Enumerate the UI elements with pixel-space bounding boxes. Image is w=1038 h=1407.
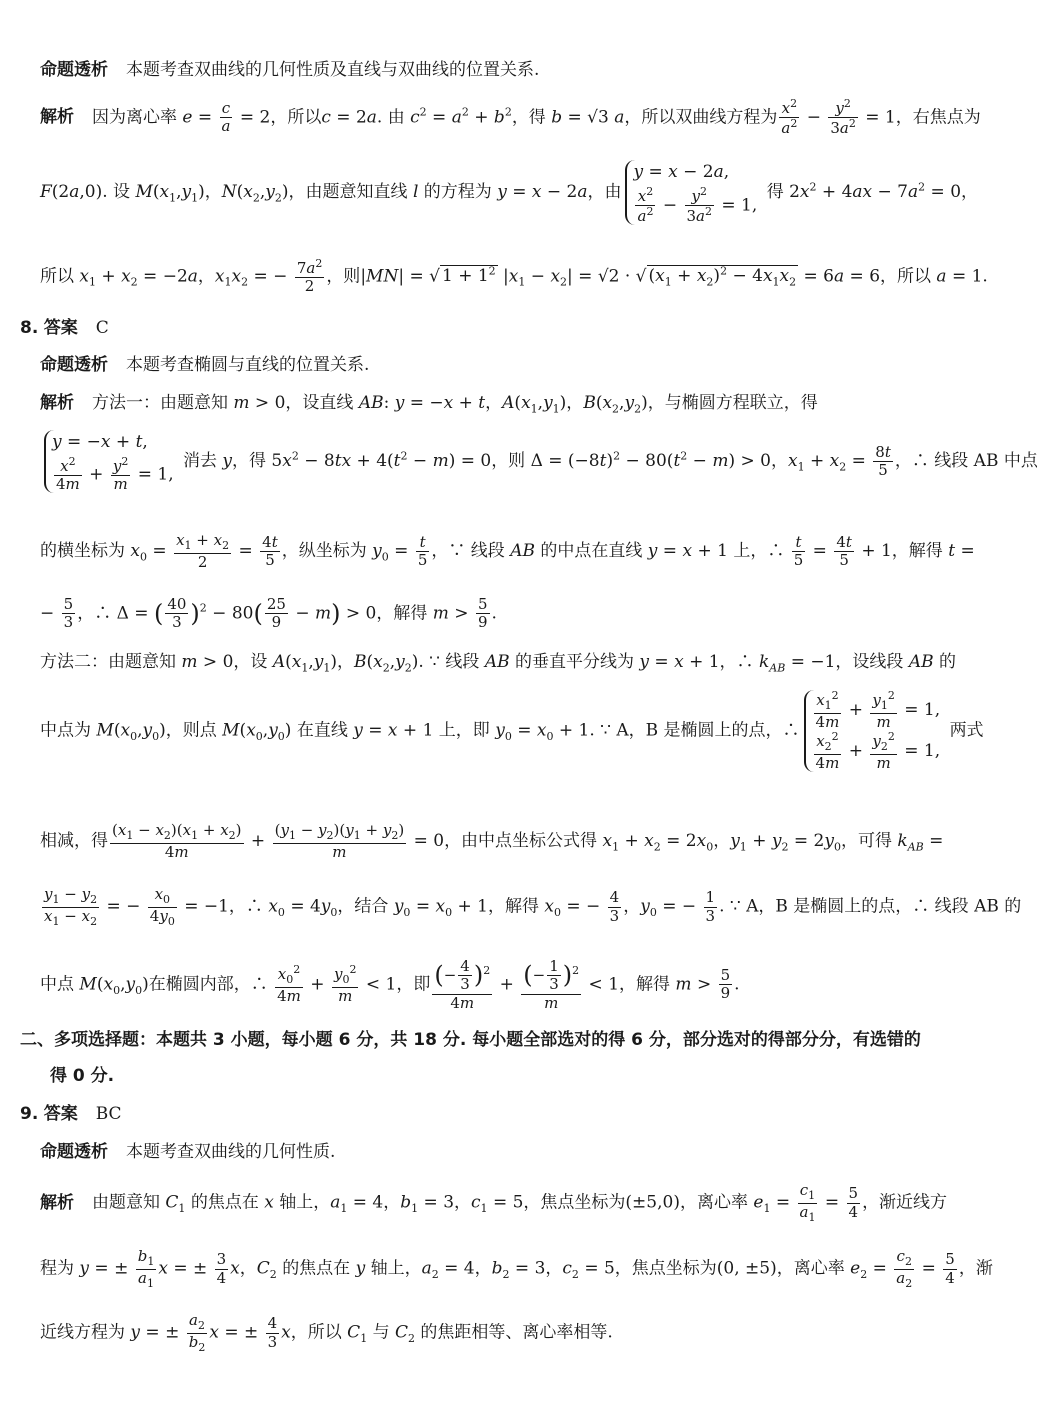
fraction: $\frac{4t}{5}$ xyxy=(262,532,278,569)
q8-m2-line-5: 中点 $M(x_0,y_0)$在椭圆内部，∴ $\frac{x_0^2}{4m}$ + $\frac{y_0^2}{m}$ < 1，即 (− $\frac{4}{3}$ )$^2$ 4m + (− $\frac{1}{3}$ )$^2$ m < 1，解得 m > $\frac{5}{9}$ . xyxy=(40,957,740,1012)
q7-text: ，由题意知直线 xyxy=(288,182,408,202)
q8-text: 的横坐标为 xyxy=(40,540,125,561)
q7-analysis-label: 命题透析 xyxy=(40,60,108,80)
q7-text: ，由 xyxy=(587,182,622,202)
q7-text: ，所以 xyxy=(270,107,322,128)
q8-answer: C xyxy=(95,318,109,338)
q9-analysis-text: 本题考查双曲线的几何性质. xyxy=(126,1142,336,1162)
q8-text: ，可得 xyxy=(840,830,892,851)
fraction: $\frac{1}{3}$ xyxy=(705,888,716,925)
fraction: $\frac{7a^2}{2}$ xyxy=(296,257,323,296)
q8-text: ，∵ 线段 xyxy=(431,540,505,561)
q8-analysis-line xyxy=(40,355,369,375)
q8-text: ，纵坐标为 xyxy=(281,540,367,561)
q9-solution-line-2: 程为 y = ± $\frac{b_1}{a_1}$ x = ± $\frac{3}{4}$ x，$C_2$ 的焦点在 y 轴上，$a_2 = 4$，$b_2 = 3$，$c_2 = 5$，焦点坐标为(0, ±5)，离心率 $e_2$ = $\frac{c_2}{a_2}$ = $\frac{5}{4}$ ，渐 xyxy=(40,1247,993,1290)
q9-text: 的焦点在 xyxy=(190,1192,259,1213)
q8-text: 相减，得 xyxy=(40,830,108,851)
q9-answer-label: 答案 xyxy=(43,1104,78,1124)
q7-text: . 设 xyxy=(102,182,131,202)
fraction: $\frac{(y_1 - y_2)(y_1 + y_2)}{m}$ xyxy=(274,821,405,861)
q8-m2-line-2: 中点为 $M(x_0,y_0)$，则点 $M(x_0,y_0)$ 在直线 y = x + 1 上，即 $y_0 = x_0 + 1$. ∵ A，B 是椭圆上的点，∴ $\frac{x_1^2}{4m}$ + $\frac{y_1^2}{m}$ = 1, $\frac{x_2^2}{4m}$ + $\frac{y_2^2}{m}$ = 1, 两式 xyxy=(40,689,984,772)
q7-text: ，所以 xyxy=(880,266,932,287)
fraction: $\frac{5}{4}$ xyxy=(945,1250,955,1287)
fraction: $\frac{8t}{5}$ xyxy=(875,442,891,479)
q9-text: ，渐近线方 xyxy=(862,1192,948,1213)
q8-m1-line-1: 解析 方法一：由题意知 m > 0，设直线 AB: y = −x + t，$A(x_1,y_1)$，$B(x_2,y_2)$，与椭圆方程联立，得 xyxy=(40,393,818,416)
q9-text: 轴上， xyxy=(370,1258,422,1279)
q8-text: ，由中点坐标公式得 xyxy=(444,830,598,851)
equation-system: y = −x + t, $\frac{x^2}{4m}$ + $\frac{y^2}{m}$ = 1, xyxy=(44,430,174,493)
q9-text: ，所以 xyxy=(290,1322,342,1343)
q9-solution-label: 解析 xyxy=(40,1192,74,1213)
q7-solution-line-3: 所以 $x_1 + x_2 = -2a$，$x_1x_2$ = − $\frac{7a^2}{2}$ ，则|MN| = √ $1 + 1^2$ $|x_1 - x_2| = √2$ · √ $(x_1 + x_2)^2 - 4x_1x_2 = 6a = 6$，所以 a = 1. xyxy=(40,257,988,296)
fraction: $\frac{y_0^2}{m}$ xyxy=(333,963,357,1006)
q8-text: 方法一：由题意知 xyxy=(92,393,228,413)
q9-text: 近线方程为 xyxy=(40,1322,125,1343)
q9-text: ，离心率 xyxy=(679,1192,748,1213)
q8-text: . ∵ 线段 xyxy=(418,652,480,672)
q8-text: ，设直线 xyxy=(285,393,354,413)
q9-text: ，离心率 xyxy=(776,1258,845,1279)
q9-analysis-label: 命题透析 xyxy=(40,1142,108,1162)
q8-text: ，解得 xyxy=(619,974,671,995)
fraction: $\frac{t}{5}$ xyxy=(793,532,804,569)
q8-text: . ∵ A，B 是椭圆上的点，∴ xyxy=(589,720,800,741)
q7-text: ，所以双曲线方程为 xyxy=(624,107,778,128)
q8-solution-label: 解析 xyxy=(40,393,74,413)
q8-analysis-label: 命题透析 xyxy=(40,355,108,375)
q9-text: 程为 xyxy=(40,1258,74,1279)
q9-solution-line-1: 解析 由题意知 $C_1$ 的焦点在 x 轴上，$a_1 = 4$，$b_1 = 3$，$c_1 = 5$，焦点坐标为(±5,0)，离心率 $e_1$ = $\frac{c_1}{a_1}$ = $\frac{5}{4}$ ，渐近线方 xyxy=(40,1181,948,1224)
fraction: (− $\frac{4}{3}$ )$^2$ 4m xyxy=(434,957,491,1012)
q8-text: 在直线 xyxy=(296,720,348,741)
fraction: $\frac{y_1 - y_2}{x_1 - x_2}$ xyxy=(44,885,98,928)
q8-text: ，则 xyxy=(491,451,526,471)
q9-text: ，焦点坐标为 xyxy=(523,1192,626,1213)
q8-text: ，则点 xyxy=(165,720,217,741)
q8-text: 中点为 xyxy=(40,720,91,741)
q8-m2-line-3: 相减，得 $\frac{(x_1 - x_2)(x_1 + x_2)}{4m}$ + $\frac{(y_1 - y_2)(y_1 + y_2)}{m}$ = 0，由中点坐标公式得 $x_1 + x_2 = 2x_0$，$y_1 + y_2 = 2y_0$，可得 $k_{AB}$ = xyxy=(40,821,944,861)
fraction: $\frac{x_0^2}{4m}$ xyxy=(277,963,301,1006)
fraction: $\frac{x^2}{a^2}$ xyxy=(781,97,798,138)
q8-answer-line xyxy=(20,318,109,338)
q9-text: 与 xyxy=(372,1322,390,1343)
fraction: $\frac{4}{3}$ xyxy=(609,888,620,925)
fraction: $\frac{c_1}{a_1}$ xyxy=(799,1181,816,1224)
q7-text: ，右焦点为 xyxy=(895,107,981,128)
q7-text: 所以 xyxy=(40,266,74,287)
q8-text: 在椭圆内部，∴ xyxy=(148,974,268,995)
q8-text: ，解得 xyxy=(487,896,539,917)
q7-text: 的方程为 xyxy=(423,182,492,202)
fraction: $\frac{3}{4}$ xyxy=(216,1250,227,1287)
q8-text: ∴ 线段 AB 中点 xyxy=(911,451,1038,471)
q8-analysis-text: 本题考查椭圆与直线的位置关系. xyxy=(126,355,370,375)
part2-heading-2: 得 0 分. xyxy=(50,1066,115,1086)
q8-text: ，与椭圆方程联立，得 xyxy=(647,393,818,413)
q7-text: ，则 xyxy=(326,266,361,287)
q8-m1-line-4: − $\frac{5}{3}$ ，∴ Δ = ( $\frac{40}{3}$ )$^2$ − 80( $\frac{25}{9}$ − m) > 0，解得 m > $\frac{5}{9}$ . xyxy=(40,595,497,632)
q9-solution-line-3: 近线方程为 y = ± $\frac{a_2}{b_2}$ x = ± $\frac{4}{3}$ x，所以 $C_1$ 与 $C_2$ 的焦距相等、离心率相等. xyxy=(40,1311,613,1354)
q8-text: 的中点在直线 xyxy=(540,540,643,561)
q8-text: 两式 xyxy=(949,720,984,741)
q8-text: 上，∴ xyxy=(733,540,785,561)
fraction: $\frac{x_0}{4y_0}$ xyxy=(149,885,175,928)
q9-answer-line xyxy=(20,1104,122,1124)
q8-answer-label: 答案 xyxy=(43,318,78,338)
q8-text: ，设线段 xyxy=(835,652,904,672)
q9-number: 9. xyxy=(20,1104,39,1124)
fraction: $\frac{5}{9}$ xyxy=(477,595,488,632)
q8-text: ，即 xyxy=(396,974,431,995)
q8-text: ，解得 xyxy=(376,603,428,624)
q8-text: 消去 xyxy=(183,451,218,471)
q8-text: ，解得 xyxy=(891,540,943,561)
fraction: $\frac{5}{4}$ xyxy=(848,1184,859,1221)
fraction: $\frac{y^2}{3a^2}$ xyxy=(830,97,856,138)
q9-answer: BC xyxy=(95,1104,122,1124)
q7-analysis-line xyxy=(40,60,539,80)
q8-text: ，设 xyxy=(233,652,268,672)
q8-text: 上，即 xyxy=(438,720,490,741)
fraction: (− $\frac{1}{3}$ )$^2$ m xyxy=(523,957,580,1012)
q8-m2-line-4: $\frac{y_1 - y_2}{x_1 - x_2}$ = − $\frac{x_0}{4y_0}$ = −1，∴ $x_0 = 4y_0$，结合 $y_0 = x_0 + 1$，解得 $x_0$ = − $\frac{4}{3}$ ，$y_0$ = − $\frac{1}{3}$ . ∵ A，B 是椭圆上的点，∴ 线段 AB 的 xyxy=(44,885,1022,928)
q8-number: 8. xyxy=(20,318,39,338)
fraction: $\frac{c}{a}$ xyxy=(221,99,231,136)
q8-m1-line-3: 的横坐标为 $x_0$ = $\frac{x_1 + x_2}{2}$ = $\frac{4t}{5}$ ，纵坐标为 $y_0$ = $\frac{t}{5}$ ，∵ 线段 AB 的中点在直线 y = x + 1 上，∴ $\frac{t}{5}$ = $\frac{4t}{5}$ + 1，解得 t = xyxy=(40,531,975,571)
q8-text: . ∵ A，B 是椭圆上的点，∴ 线段 AB 的 xyxy=(719,896,1022,917)
fraction: $\frac{x_1 + x_2}{2}$ xyxy=(176,531,230,571)
fraction: $\frac{5}{3}$ xyxy=(63,595,74,632)
fraction: $\frac{a_2}{b_2}$ xyxy=(188,1311,206,1354)
q9-analysis-line xyxy=(40,1142,335,1162)
fraction: $\frac{4}{3}$ xyxy=(267,1314,278,1351)
q7-text: ，得 xyxy=(511,107,546,128)
fraction: $\frac{c_2}{a_2}$ xyxy=(896,1247,913,1290)
q7-solution-line-1: 解析 因为离心率 e = $\frac{c}{a}$ = 2，所以c = 2a. 由 $c^2 = a^2 + b^2$，得 b = √3 a，所以双曲线方程为 $\frac{x^2}{a^2}$ − $\frac{y^2}{3a^2}$ = 1，右焦点为 xyxy=(40,97,981,138)
q9-text: 的焦距相等、离心率相等. xyxy=(420,1322,613,1343)
q8-m2-line-1: 方法二：由题意知 m > 0，设 $A(x_1,y_1)$，$B(x_2,y_2)$. ∵ 线段 AB 的垂直平分线为 y = x + 1，∴ $k_{AB} = -1$，设线段 AB 的 xyxy=(40,652,957,675)
q7-solution-line-2: F(2a,0). 设 $M(x_1,y_1)$，$N(x_2,y_2)$，由题意知直线 l 的方程为 y = x − 2a，由 y = x − 2a, $\frac{x^2}{a^2}$ − $\frac{y^2}{3a^2}$ = 1, 得 $2x^2 + 4ax - 7a^2 = 0$， xyxy=(40,162,979,225)
q7-solution-label: 解析 xyxy=(40,107,74,128)
part2-heading: 二、多项选择题：本题共 3 小题，每小题 6 分，共 18 分. 每小题全部选对的得 6 分，部分选对的得部分分，有选错的 xyxy=(20,1030,921,1050)
q9-text: 轴上， xyxy=(279,1192,331,1213)
fraction: $\frac{t}{5}$ xyxy=(417,532,428,569)
fraction: $\frac{b_1}{a_1}$ xyxy=(137,1247,155,1290)
q7-text: 得 xyxy=(766,182,784,202)
fraction: $\frac{(x_1 - x_2)(x_1 + x_2)}{4m}$ xyxy=(112,821,242,861)
q8-text: 中点 xyxy=(40,974,74,995)
q8-text: ，结合 xyxy=(337,896,389,917)
q7-analysis-text: 本题考查双曲线的几何性质及直线与双曲线的位置关系. xyxy=(126,60,540,80)
q8-m1-line-2: y = −x + t, $\frac{x^2}{4m}$ + $\frac{y^2}{m}$ = 1, 消去 y，得 $5x^2 - 8tx + 4(t^2 - m) = 0$，则 $\Delta = (-8t)^2 - 80(t^2 - m) > 0$，$x_1 + x_2$ = $\frac{8t}{5}$ ，∴ 线段 AB 中点 xyxy=(40,430,1038,493)
fraction: $\frac{4t}{5}$ xyxy=(836,532,852,569)
q8-text: 方法二：由题意知 xyxy=(40,652,176,672)
q8-text: 的垂直平分线为 xyxy=(515,652,634,672)
q8-text: ，得 xyxy=(232,451,267,471)
q8-text: 的 xyxy=(939,652,957,672)
q7-text: 因为离心率 xyxy=(92,107,177,128)
q9-text: ，渐 xyxy=(958,1258,993,1279)
equation-system: $\frac{x_1^2}{4m}$ + $\frac{y_1^2}{m}$ = 1, $\frac{x_2^2}{4m}$ + $\frac{y_2^2}{m}$ = 1, xyxy=(804,690,941,772)
q7-text: . 由 xyxy=(376,107,405,128)
q9-text: ，焦点坐标为 xyxy=(614,1258,717,1279)
q9-text: 由题意知 xyxy=(92,1192,160,1213)
q9-text: 的焦点在 xyxy=(282,1258,351,1279)
fraction: $\frac{5}{9}$ xyxy=(720,966,731,1003)
equation-system: y = x − 2a, $\frac{x^2}{a^2}$ − $\frac{y^2}{3a^2}$ = 1, xyxy=(625,160,757,225)
